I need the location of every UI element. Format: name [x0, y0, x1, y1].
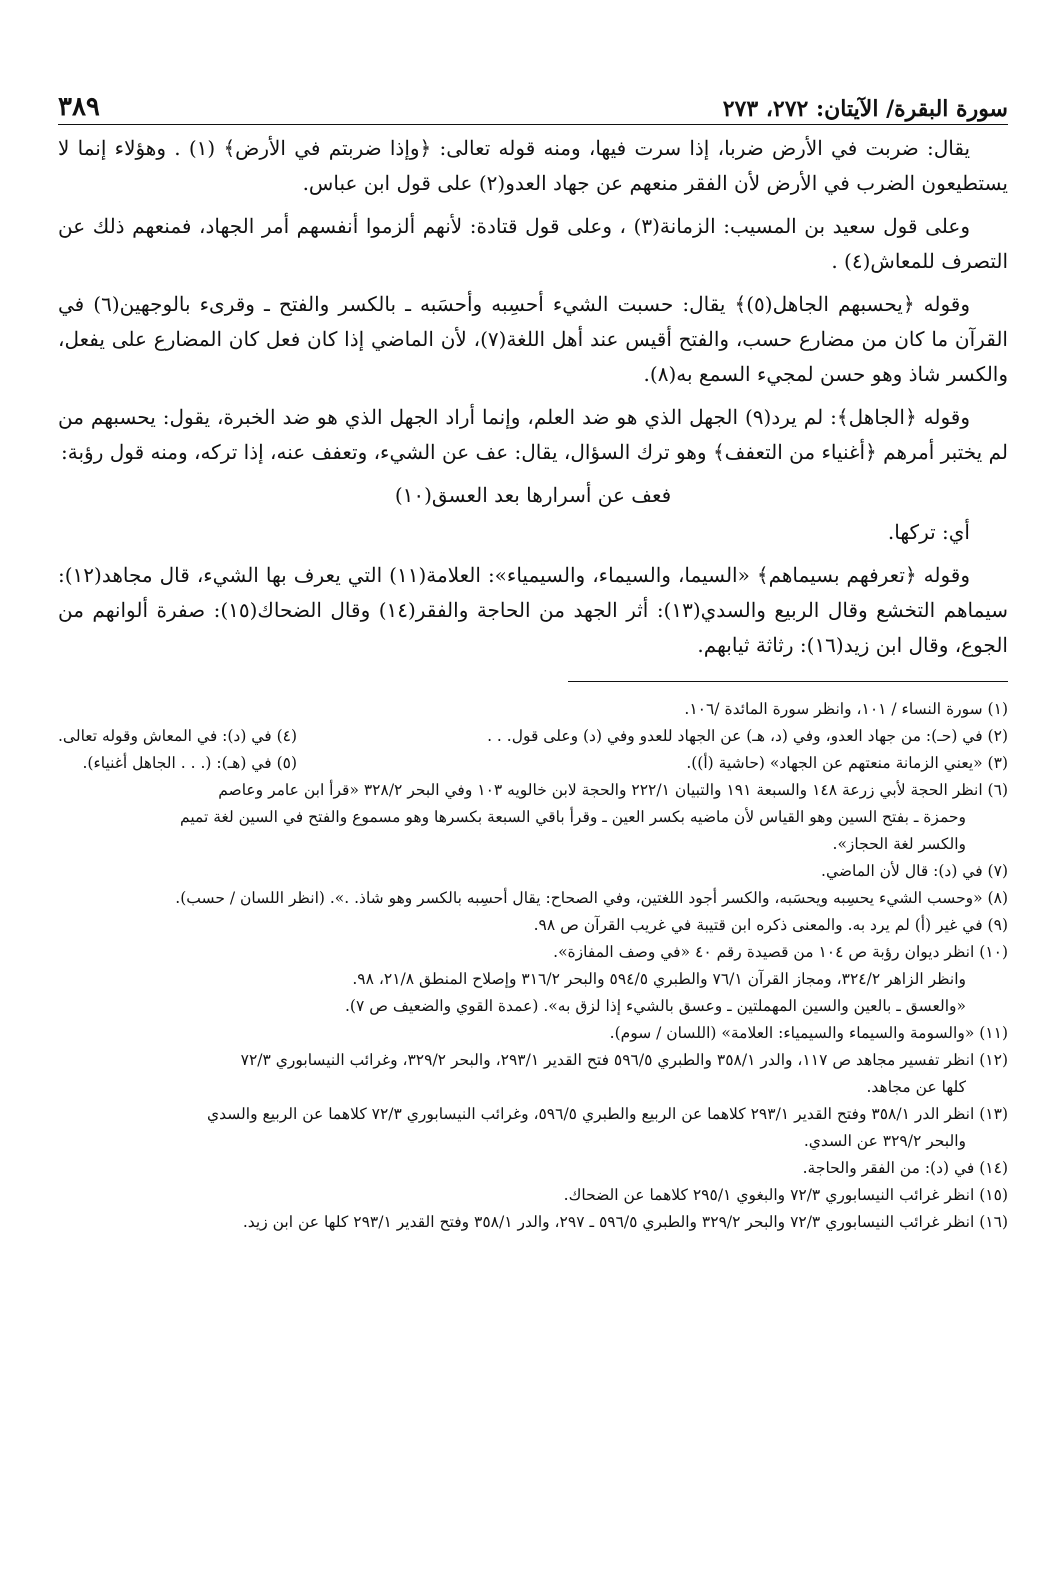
footnote-10-end: «والعسق ـ بالعين والسين المهملتين ـ وعسق بالشيء إذا لزق به». (عمدة القوي والضعيف ص ٧). — [345, 997, 966, 1015]
footnotes — [58, 696, 1008, 1236]
paragraph-5: أي: تركها. — [887, 520, 970, 544]
footnote-8: (٨) «وحسب الشيء يحسِبه ويحسَبه، والكسر أجود اللغتين، وفي الصحاح: يقال أحسِبه بالكسر وهو شاذ. .». (انظر اللسان / حسب). — [175, 889, 1008, 907]
footnote-1: (١) سورة النساء / ١٠١، وانظر سورة المائدة /١٠٦. — [684, 700, 1008, 718]
paragraph-3: وقوله ﴿يحسبهم الجاهل(٥)﴾ يقال: حسبت الشيء أحسِبه وأحسَبه ـ بالكسر والفتح ـ وقرىء بالوجهين(٦) في القرآن ما كان من مضارع حسب، والفتح أقيس عند أهل اللغة(٧)، لأن الماضي إذا كان فعل كان المضارع على يفعل، والكسر شاذ وهو حسن لمجيء السمع به(٨). — [58, 292, 1008, 386]
footnote-6-end: والكسر لغة الحجاز». — [832, 835, 966, 853]
paragraph-6: وقوله ﴿تعرفهم بسيماهم﴾ «السيما، والسيماء، والسيمياء»: العلامة(١١) التي يعرف بها الشيء، قال مجاهد(١٢): سيماهم التخشع وقال الربيع والسدي(١٣): أثر الجهد من الحاجة والفقر(١٤) وقال الضحاك(١٥): صفرة ألوانهم من الجوع، وقال ابن زيد(١٦): رثاثة ثيابهم. — [58, 563, 1008, 657]
footnote-6-continued: وحمزة ـ بفتح السين وهو القياس لأن ماضيه بكسر العين ـ وقرأ باقي السبعة بكسرها وهو مسموع والفتح في السين لغة تميم — [180, 808, 966, 826]
footnote-13-continued: والبحر ٣٢٩/٢ عن السدي. — [803, 1132, 966, 1150]
footnote-15: (١٥) انظر غرائب النيسابوري ٧٢/٣ والبغوي ٢٩٥/١ كلاهما عن الضحاك. — [563, 1186, 1008, 1204]
footnote-12-continued: كلها عن مجاهد. — [866, 1078, 966, 1096]
running-header — [58, 82, 1008, 125]
footnote-10-continued: وانظر الزاهر ٣٢٤/٢، ومجاز القرآن ٧٦/١ والطبري ٥٩٤/٥ والبحر ٣١٦/٢ وإصلاح المنطق ٢١/٨، ٩٨. — [352, 970, 966, 988]
running-title: سورة البقرة/ الآيتان: ٢٧٢، ٢٧٣ — [722, 96, 1008, 122]
footnote-10: (١٠) انظر ديوان رؤبة ص ١٠٤ من قصيدة رقم ٤٠ «في وصف المفازة». — [553, 943, 1008, 961]
paragraph-4: وقوله ﴿الجاهل﴾: لم يرد(٩) الجهل الذي هو ضد العلم، وإنما أراد الجهل الذي هو ضد الخبرة، يقول: يحسبهم من لم يختبر أمرهم ﴿أغنياء من التعفف﴾ وهو ترك السؤال، يقال: عف عن الشيء، وتعفف عنه، إذا تركه، ومنه قول رؤبة: — [58, 405, 1008, 464]
footnote-3: (٣) «يعني الزمانة منعتهم عن الجهاد» (حاشية (أ)). — [686, 754, 1008, 772]
footnote-9: (٩) في غير (أ) لم يرد به. والمعنى ذكره ابن قتيبة في غريب القرآن ص ٩٨. — [533, 916, 1008, 934]
poetry-verse: فعف عن أسرارها بعد العسق(١٠) — [394, 483, 672, 507]
footnote-separator — [568, 681, 1008, 682]
footnote-6: (٦) انظر الحجة لأبي زرعة ١٤٨ والسبعة ١٩١ والتبيان ٢٢٢/١ والحجة لابن خالويه ١٠٣ وفي البحر ٣٢٨/٢ «قرأ ابن عامر وعاصم — [218, 781, 1008, 799]
footnote-12: (١٢) انظر تفسير مجاهد ص ١١٧، والدر ٣٥٨/١ والطبري ٥٩٦/٥ فتح القدير ٢٩٣/١، والبحر ٣٢٩/٢، وغرائب النيسابوري ٧٢/٣ — [240, 1051, 1008, 1069]
footnote-14: (١٤) في (د): من الفقر والحاجة. — [802, 1159, 1008, 1177]
footnote-7: (٧) في (د): قال لأن الماضي. — [821, 862, 1008, 880]
footnote-13: (١٣) انظر الدر ٣٥٨/١ وفتح القدير ٢٩٣/١ كلاهما عن الربيع والطبري ٥٩٦/٥، وغرائب النيسابوري ٧٢/٣ كلاهما عن الربيع والسدي — [206, 1105, 1008, 1123]
footnote-row-1 — [58, 696, 1008, 777]
footnote-11: (١١) «والسومة والسيماء والسيمياء: العلامة» (اللسان / سوم). — [609, 1024, 1008, 1042]
footnote-4: (٤) في (د): في المعاش وقوله تعالى. — [58, 727, 298, 745]
paragraph-1: يقال: ضربت في الأرض ضربا، إذا سرت فيها، ومنه قوله تعالى: ﴿وإذا ضربتم في الأرض﴾ (١) . وهؤلاء إنما لا يستطيعون الضرب في الأرض لأن الفقر منعهم عن جهاد العدو(٢) على قول ابن عباس. — [58, 136, 1008, 195]
paragraph-2: وعلى قول سعيد بن المسيب: الزمانة(٣) ، وعلى قول قتادة: لأنهم ألزموا أنفسهم أمر الجهاد، فمنعهم ذلك عن التصرف للمعاش(٤) . — [58, 214, 1008, 273]
footnote-5: (٥) في (هـ): (. . . الجاهل أغنياء). — [82, 754, 298, 772]
footnote-2: (٢) في (حـ): من جهاد العدو، وفي (د، هـ) عن الجهاد للعدو وفي (د) وعلى قول. . . — [487, 727, 1008, 745]
page-number: ٣٨٩ — [58, 92, 100, 122]
book-page — [58, 82, 1008, 1236]
footnote-16: (١٦) انظر غرائب النيسابوري ٧٢/٣ والبحر ٣٢٩/٢ والطبري ٥٩٦/٥ ـ ٢٩٧، والدر ٣٥٨/١ وفتح القدير ٢٩٣/١ كلها عن ابن زيد. — [242, 1213, 1008, 1231]
main-text — [58, 131, 1008, 663]
